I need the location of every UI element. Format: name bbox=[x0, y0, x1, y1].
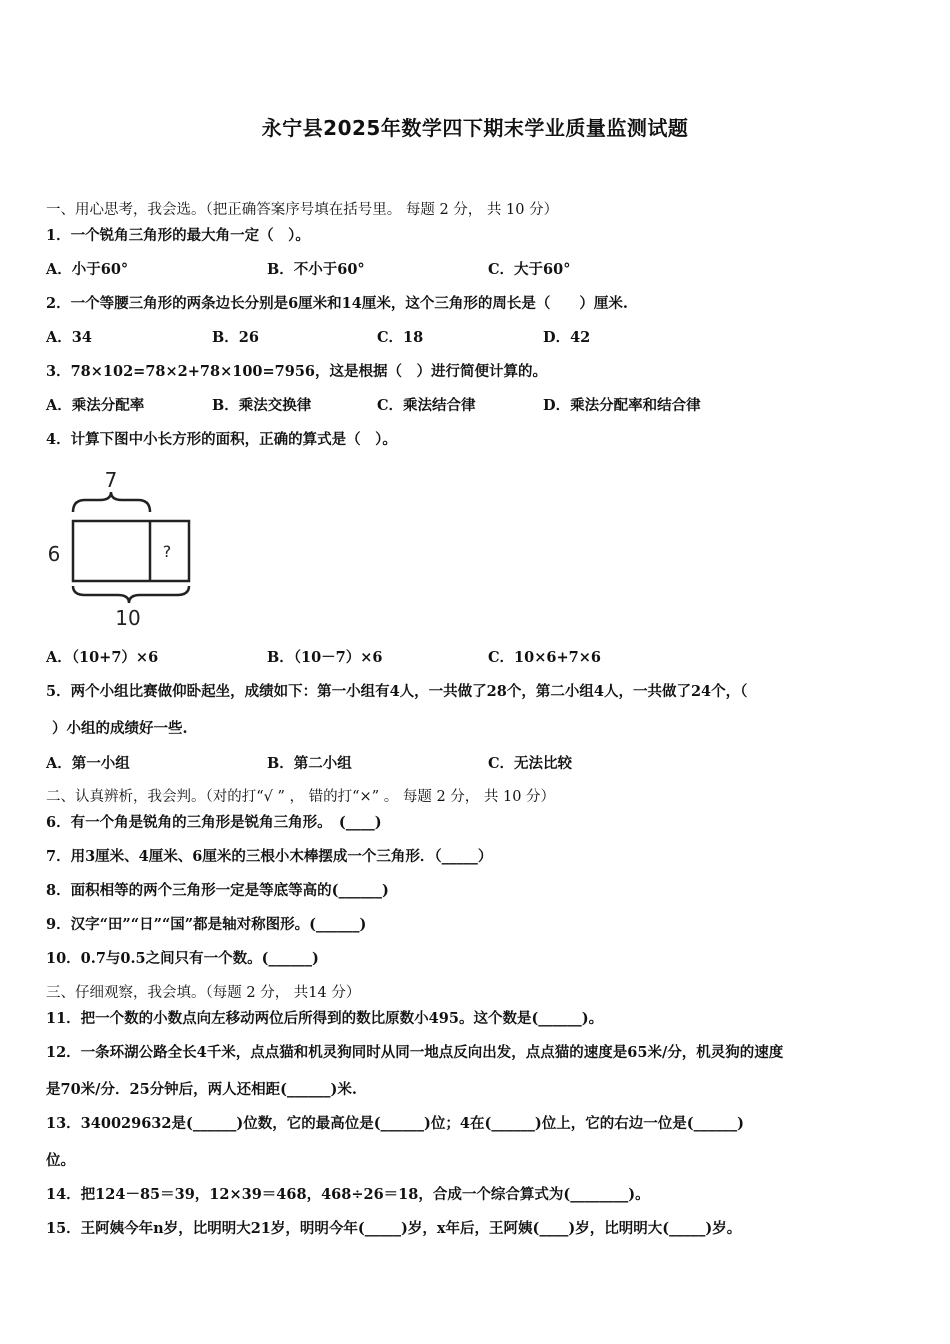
q3-option-d: D．乘法分配率和结合律 bbox=[543, 397, 701, 414]
question-12-line-1: 12．一条环湖公路全长4千米，点点猫和机灵狗同时从同一地点反向出发，点点猫的速度是65米/分，机灵狗的速度 bbox=[46, 1044, 784, 1061]
q5-option-b: B．第二小组 bbox=[267, 755, 352, 772]
question-8: 8．面积相等的两个三角形一定是等底等高的(______) bbox=[46, 882, 389, 899]
question-13-line-1: 13．340029632是(______)位数，它的最高位是(______)位；4在(______)位上，它的右边一位是(______) bbox=[46, 1115, 744, 1132]
q4-option-a: A．（10+7）×6 bbox=[46, 649, 159, 666]
question-5-line-1: 5．两个小组比赛做仰卧起坐，成绩如下：第一小组有4人，一共做了28个，第二小组4人，一共做了24个，（ bbox=[46, 683, 748, 700]
figure-left-label: 6 bbox=[47, 542, 61, 566]
q4-option-b: B．（10－7）×6 bbox=[267, 649, 383, 666]
outer-rectangle bbox=[73, 521, 189, 581]
question-6: 6．有一个角是锐角的三角形是锐角三角形。 (____) bbox=[46, 814, 382, 831]
section-2-heading: 二、认真辨析，我会判。（对的打“√ ” ， 错的打“×” 。 每题 2 分， 共 10 分） bbox=[46, 789, 556, 805]
q2-option-d: D．42 bbox=[543, 329, 591, 346]
q4-option-c: C．10×6+7×6 bbox=[488, 649, 601, 666]
question-11: 11．把一个数的小数点向左移动两位后所得到的数比原数小495。这个数是(______)。 bbox=[46, 1010, 604, 1027]
figure-top-label: 7 bbox=[104, 468, 118, 492]
bottom-brace bbox=[73, 586, 189, 603]
q1-option-a: A．小于60° bbox=[46, 261, 129, 278]
question-14: 14．把124－85＝39，12×39＝468，468÷26＝18，合成一个综合算式为(________)。 bbox=[46, 1186, 650, 1203]
figure-bottom-label: 10 bbox=[115, 606, 141, 630]
question-2: 2．一个等腰三角形的两条边长分别是6厘米和14厘米，这个三角形的周长是（ ）厘米. bbox=[46, 295, 628, 312]
q2-option-b: B．26 bbox=[212, 329, 259, 346]
question-7: 7．用3厘米、4厘米、6厘米的三根小木棒摆成一个三角形．（_____） bbox=[46, 848, 493, 865]
question-15: 15．王阿姨今年n岁，比明明大21岁，明明今年(_____)岁，x年后，王阿姨(____)岁，比明明大(_____)岁。 bbox=[46, 1220, 742, 1237]
q3-option-a: A．乘法分配率 bbox=[46, 397, 145, 414]
question-13-line-2: 位。 bbox=[46, 1152, 75, 1169]
section-3-heading: 三、仔细观察，我会填。（每题 2 分， 共14 分） bbox=[46, 985, 361, 1001]
figure-question-mark: ? bbox=[162, 542, 172, 561]
top-brace bbox=[73, 492, 150, 512]
question-10: 10．0.7与0.5之间只有一个数。(______) bbox=[46, 950, 319, 967]
question-12-line-2: 是70米/分．25分钟后，两人还相距(______)米. bbox=[46, 1081, 357, 1098]
q3-option-c: C．乘法结合律 bbox=[377, 397, 476, 414]
question-3: 3．78×102=78×2+78×100=7956，这是根据（ ）进行简便计算的。 bbox=[46, 363, 547, 380]
section-1-heading: 一、用心思考，我会选。（把正确答案序号填在括号里。 每题 2 分， 共 10 分） bbox=[46, 202, 559, 218]
q5-option-a: A．第一小组 bbox=[46, 755, 130, 772]
q2-option-a: A．34 bbox=[46, 329, 92, 346]
question-9: 9．汉字“田”“日”“国”都是轴对称图形。(______) bbox=[46, 916, 367, 933]
question-1: 1．一个锐角三角形的最大角一定（ ）。 bbox=[46, 227, 310, 244]
q1-option-b: B．不小于60° bbox=[267, 261, 365, 278]
q3-option-b: B．乘法交换律 bbox=[212, 397, 312, 414]
q2-option-c: C．18 bbox=[377, 329, 424, 346]
question-5-line-2: ）小组的成绩好一些. bbox=[52, 720, 188, 737]
question-4: 4．计算下图中小长方形的面积，正确的算式是（ ）。 bbox=[46, 431, 397, 448]
q5-option-c: C．无法比较 bbox=[488, 755, 573, 772]
page-title: 永宁县2025年数学四下期末学业质量监测试题 bbox=[261, 116, 689, 140]
q1-option-c: C．大于60° bbox=[488, 261, 571, 278]
rectangle-figure bbox=[40, 462, 210, 634]
